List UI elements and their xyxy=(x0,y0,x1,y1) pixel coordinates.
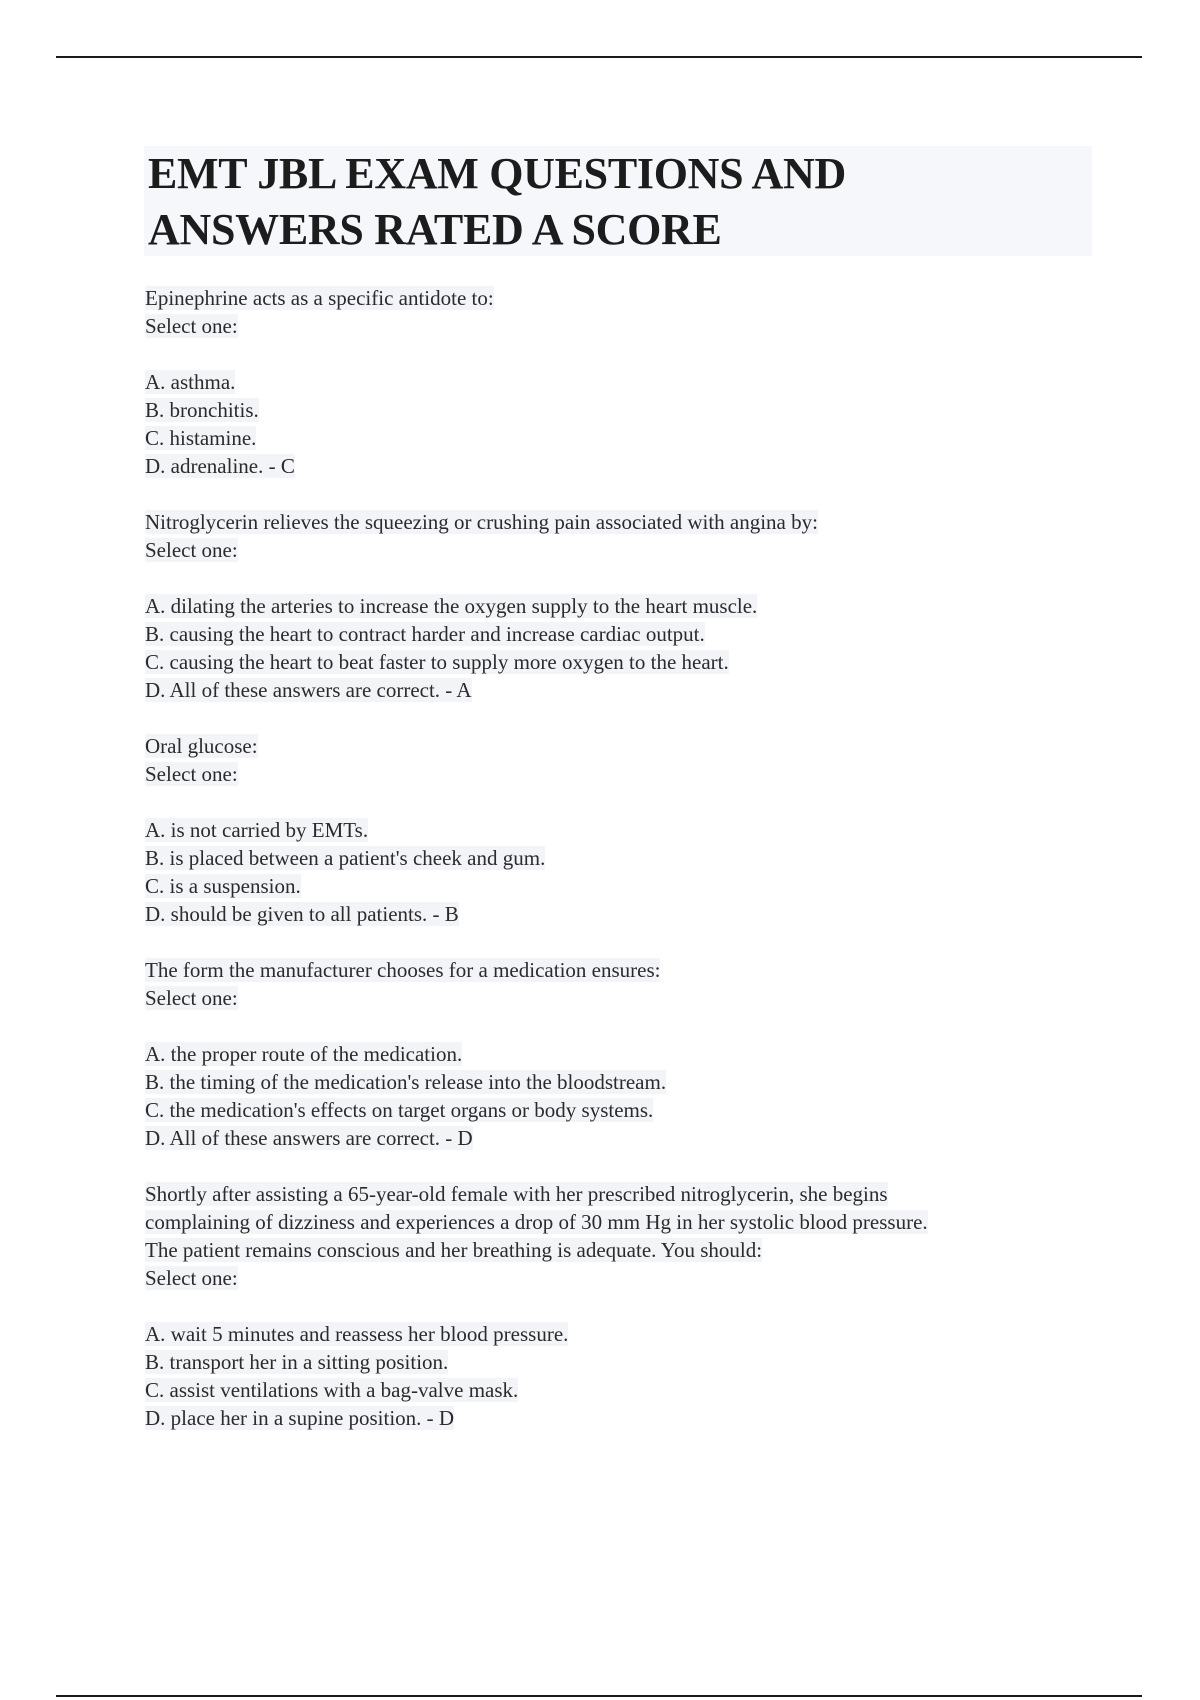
question-2 xyxy=(145,508,1105,704)
select-one-prompt: Select one: xyxy=(145,1266,238,1290)
answer-option: A. dilating the arteries to increase the oxygen supply to the heart muscle. xyxy=(145,594,758,618)
select-one-prompt: Select one: xyxy=(145,762,238,786)
answer-option: D. All of these answers are correct. - A xyxy=(145,678,472,702)
question-stem-line: The patient remains conscious and her breathing is adequate. You should: xyxy=(145,1238,763,1262)
answer-option: C. the medication's effects on target organs or body systems. xyxy=(145,1098,654,1122)
question-5 xyxy=(145,1180,1105,1432)
answer-option: B. bronchitis. xyxy=(145,398,259,422)
answer-option: B. causing the heart to contract harder and increase cardiac output. xyxy=(145,622,705,646)
answer-option: D. adrenaline. - C xyxy=(145,454,295,478)
question-list xyxy=(145,284,1105,1460)
answer-option: C. causing the heart to beat faster to supply more oxygen to the heart. xyxy=(145,650,729,674)
select-one-prompt: Select one: xyxy=(145,538,238,562)
select-one-prompt: Select one: xyxy=(145,314,238,338)
answer-option: D. All of these answers are correct. - D xyxy=(145,1126,473,1150)
question-3 xyxy=(145,732,1105,928)
answer-option: D. place her in a supine position. - D xyxy=(145,1406,455,1430)
answer-option: B. is placed between a patient's cheek and gum. xyxy=(145,846,546,870)
question-4 xyxy=(145,956,1105,1152)
answer-option: B. the timing of the medication's release into the bloodstream. xyxy=(145,1070,667,1094)
question-stem: The form the manufacturer chooses for a medication ensures: xyxy=(145,958,661,982)
document-title xyxy=(148,146,1088,258)
answer-option: A. wait 5 minutes and reassess her blood pressure. xyxy=(145,1322,569,1346)
answer-option: C. histamine. xyxy=(145,426,257,450)
answer-option: B. transport her in a sitting position. xyxy=(145,1350,449,1374)
title-line-2: ANSWERS RATED A SCORE xyxy=(148,205,722,254)
answer-option: A. asthma. xyxy=(145,370,236,394)
question-stem: Epinephrine acts as a specific antidote to: xyxy=(145,286,494,310)
answer-option: A. the proper route of the medication. xyxy=(145,1042,463,1066)
bottom-rule xyxy=(56,1695,1142,1697)
answer-option: C. assist ventilations with a bag-valve mask. xyxy=(145,1378,519,1402)
answer-option: D. should be given to all patients. - B xyxy=(145,902,459,926)
title-block xyxy=(144,146,1092,256)
answer-option: C. is a suspension. xyxy=(145,874,301,898)
select-one-prompt: Select one: xyxy=(145,986,238,1010)
question-stem-line: Shortly after assisting a 65-year-old female with her prescribed nitroglycerin, she begins xyxy=(145,1182,888,1206)
question-1 xyxy=(145,284,1105,480)
question-stem: Oral glucose: xyxy=(145,734,258,758)
top-rule xyxy=(56,56,1142,58)
question-stem-line: complaining of dizziness and experiences a drop of 30 mm Hg in her systolic blood pressure. xyxy=(145,1210,928,1234)
title-line-1: EMT JBL EXAM QUESTIONS AND xyxy=(148,149,846,198)
question-stem: Nitroglycerin relieves the squeezing or crushing pain associated with angina by: xyxy=(145,510,818,534)
answer-option: A. is not carried by EMTs. xyxy=(145,818,369,842)
